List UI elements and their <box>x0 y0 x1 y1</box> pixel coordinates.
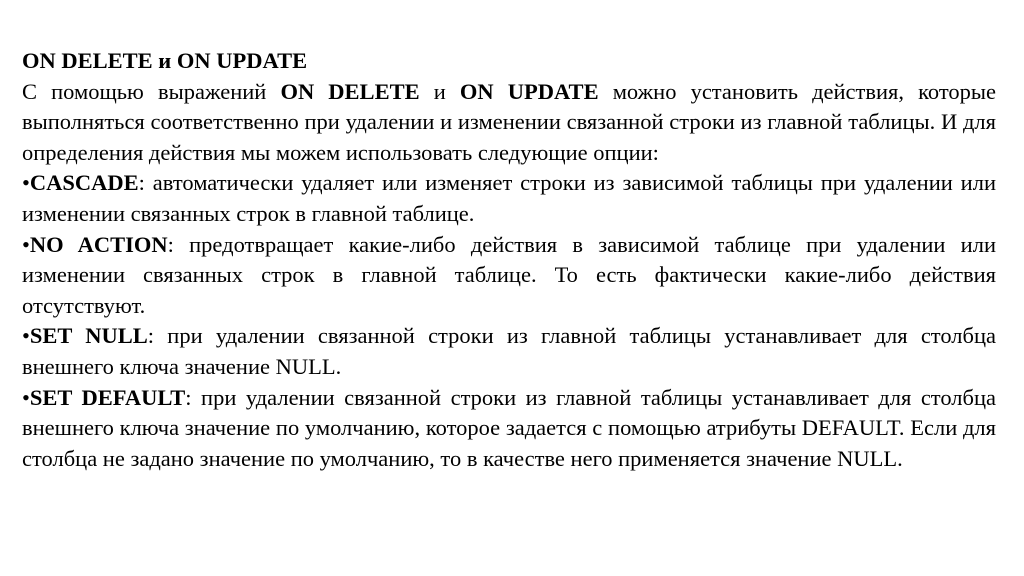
option-description-no-action: : предотвращает какие-либо действия в зависимой таблице при удалении или изменении связанных строк в главной таблице. То есть фактически какие-либо действия отсутствуют. <box>22 231 996 318</box>
option-term-no-action: NO ACTION <box>29 231 168 257</box>
option-cascade <box>22 168 996 229</box>
intro-text-3: можно установить действия, которые выполняться соответственно при удалении и изменении связанной строки из главной таблицы. И для определения действия мы можем использовать следующие опции: <box>22 78 996 165</box>
option-set-default <box>22 383 996 475</box>
option-set-null <box>22 321 996 382</box>
term-on-delete: ON DELETE <box>280 78 420 104</box>
option-term-cascade: CASCADE <box>29 170 139 196</box>
intro-paragraph <box>22 77 996 169</box>
slide-title: ON DELETE и ON UPDATE <box>22 48 308 73</box>
option-description-cascade: : автоматически удаляет или изменяет строки из зависимой таблицы при удалении или изменении связанных строк в главной таблице. <box>22 170 996 226</box>
bullet: • <box>22 231 30 257</box>
option-no-action <box>22 230 996 322</box>
bullet: • <box>22 323 30 349</box>
option-description-set-null: : при удалении связанной строки из главной таблицы устанавливает для столбца внешнего ключа значение NULL. <box>22 323 997 379</box>
term-on-update: ON UPDATE <box>459 78 599 104</box>
option-term-set-null: SET NULL <box>29 323 148 349</box>
option-description-set-default: : при удалении связанной строки из главной таблицы устанавливает для столбца внешнего ключа значение по умолчанию, которое задается с помощью атрибуты DEFAULT. Если для столбца не задано значение по умолчанию, то в качестве него применяется значение NULL. <box>22 384 997 471</box>
intro-text-2: и <box>419 78 460 104</box>
slide-content <box>22 46 996 474</box>
bullet: • <box>22 170 30 196</box>
bullet: • <box>22 384 30 410</box>
option-term-set-default: SET DEFAULT <box>29 384 186 410</box>
intro-text-1: С помощью выражений <box>22 78 281 104</box>
